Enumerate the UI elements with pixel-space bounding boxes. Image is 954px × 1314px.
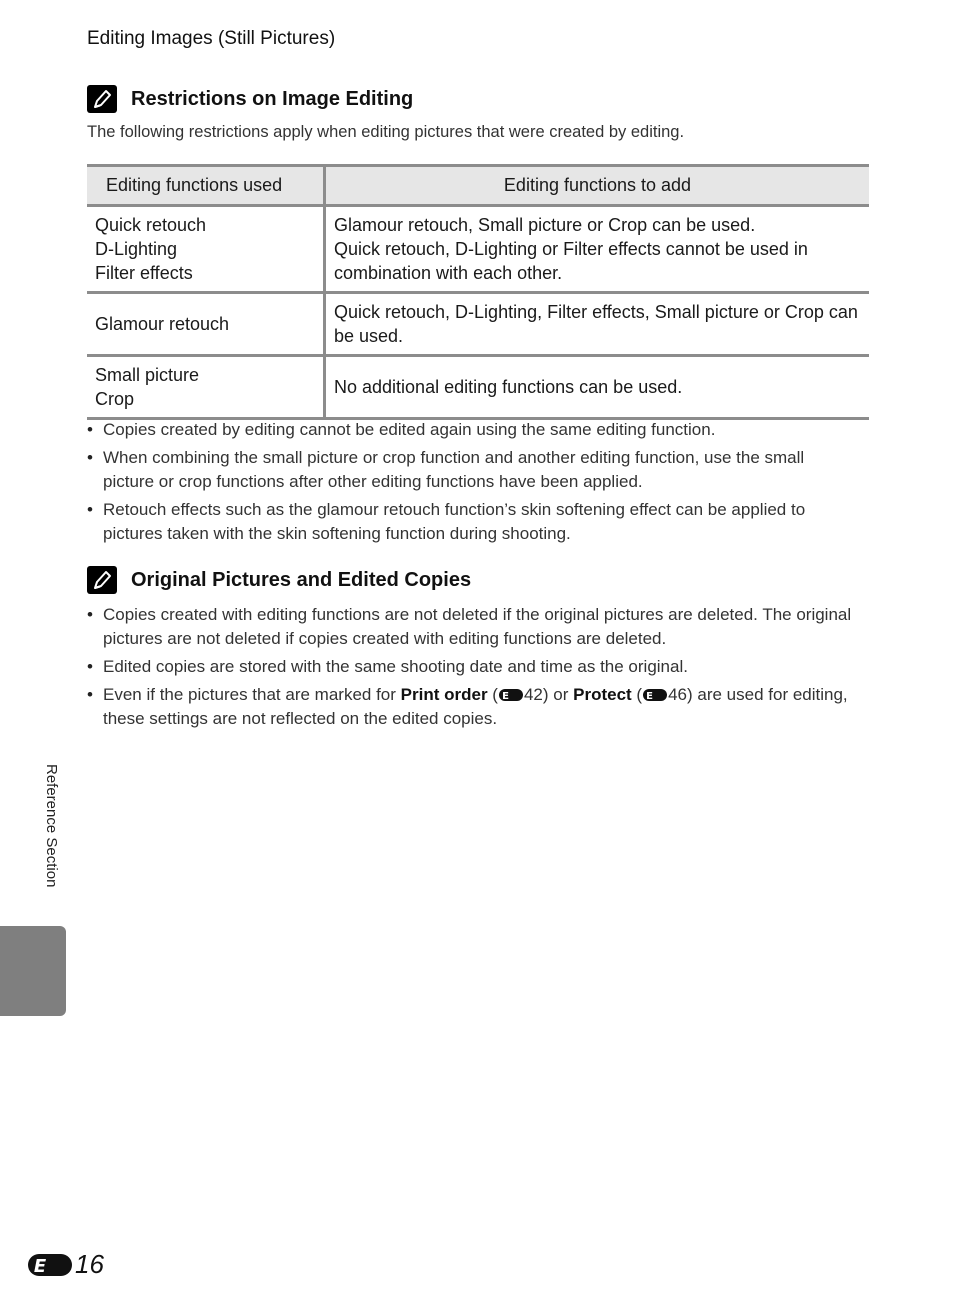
side-section-label: Reference Section bbox=[43, 764, 60, 888]
print-order-term: Print order bbox=[400, 685, 488, 704]
svg-text:E: E bbox=[646, 691, 653, 702]
list-item: • When combining the small picture or crop function and another editing function, use the small picture or crop functions after other editing functions have been applied. bbox=[87, 446, 857, 494]
list-item: • Retouch effects such as the glamour retouch function’s skin softening effect can be applied to pictures taken with the skin softening function during shooting. bbox=[87, 498, 857, 546]
list-item: • Copies created with editing functions are not deleted if the original pictures are deleted. The original pictures are not deleted if copies created with editing functions are deleted. bbox=[87, 603, 857, 651]
page-reference[interactable]: 42 bbox=[523, 685, 543, 704]
cell-functions-used: Quick retouch D-Lighting Filter effects bbox=[87, 206, 325, 293]
list-item: • Even if the pictures that are marked for Print order ( E 42) or Protect ( E 46) are used for editing, these settings are not reflected on the edited copies. bbox=[87, 683, 857, 731]
protect-term: Protect bbox=[573, 685, 632, 704]
note-pencil-icon bbox=[87, 85, 117, 113]
reference-section-e-icon bbox=[498, 688, 524, 702]
cell-functions-to-add: Quick retouch, D-Lighting, Filter effects, Small picture or Crop can be used. bbox=[325, 293, 870, 356]
restrictions-table bbox=[87, 164, 869, 420]
page-reference[interactable]: 46 bbox=[668, 685, 687, 704]
originals-bullet-list bbox=[87, 603, 857, 735]
cell-functions-to-add: No additional editing functions can be used. bbox=[325, 356, 870, 419]
list-item: • Copies created by editing cannot be edited again using the same editing function. bbox=[87, 418, 857, 442]
table-row bbox=[87, 356, 869, 419]
cell-functions-to-add: Glamour retouch, Small picture or Crop can be used. Quick retouch, D-Lighting or Filter effects cannot be used in combination with each other. bbox=[325, 206, 870, 293]
note-pencil-icon bbox=[87, 566, 117, 594]
list-item: • Edited copies are stored with the same shooting date and time as the original. bbox=[87, 655, 857, 679]
table-row bbox=[87, 206, 869, 293]
restrictions-bullet-list bbox=[87, 418, 857, 550]
column-header-used: Editing functions used bbox=[87, 166, 325, 206]
page-number-value: 16 bbox=[75, 1249, 104, 1279]
cell-functions-used: Glamour retouch bbox=[87, 293, 325, 356]
section-title: Restrictions on Image Editing bbox=[131, 87, 414, 110]
table-header-row bbox=[87, 166, 869, 206]
svg-text:E: E bbox=[502, 691, 509, 702]
table-row bbox=[87, 293, 869, 356]
column-header-add: Editing functions to add bbox=[325, 166, 870, 206]
section-tab-marker bbox=[0, 926, 66, 1016]
cell-functions-used: Small picture Crop bbox=[87, 356, 325, 419]
svg-text:E: E bbox=[33, 1255, 47, 1277]
reference-section-e-icon bbox=[642, 688, 668, 702]
section-heading-restrictions bbox=[87, 85, 413, 113]
section-heading-originals bbox=[87, 566, 471, 594]
page-number bbox=[27, 1249, 104, 1280]
reference-section-e-icon bbox=[27, 1253, 73, 1277]
intro-text: The following restrictions apply when editing pictures that were created by editing. bbox=[87, 123, 685, 141]
running-head: Editing Images (Still Pictures) bbox=[87, 28, 336, 49]
section-title: Original Pictures and Edited Copies bbox=[131, 568, 472, 591]
